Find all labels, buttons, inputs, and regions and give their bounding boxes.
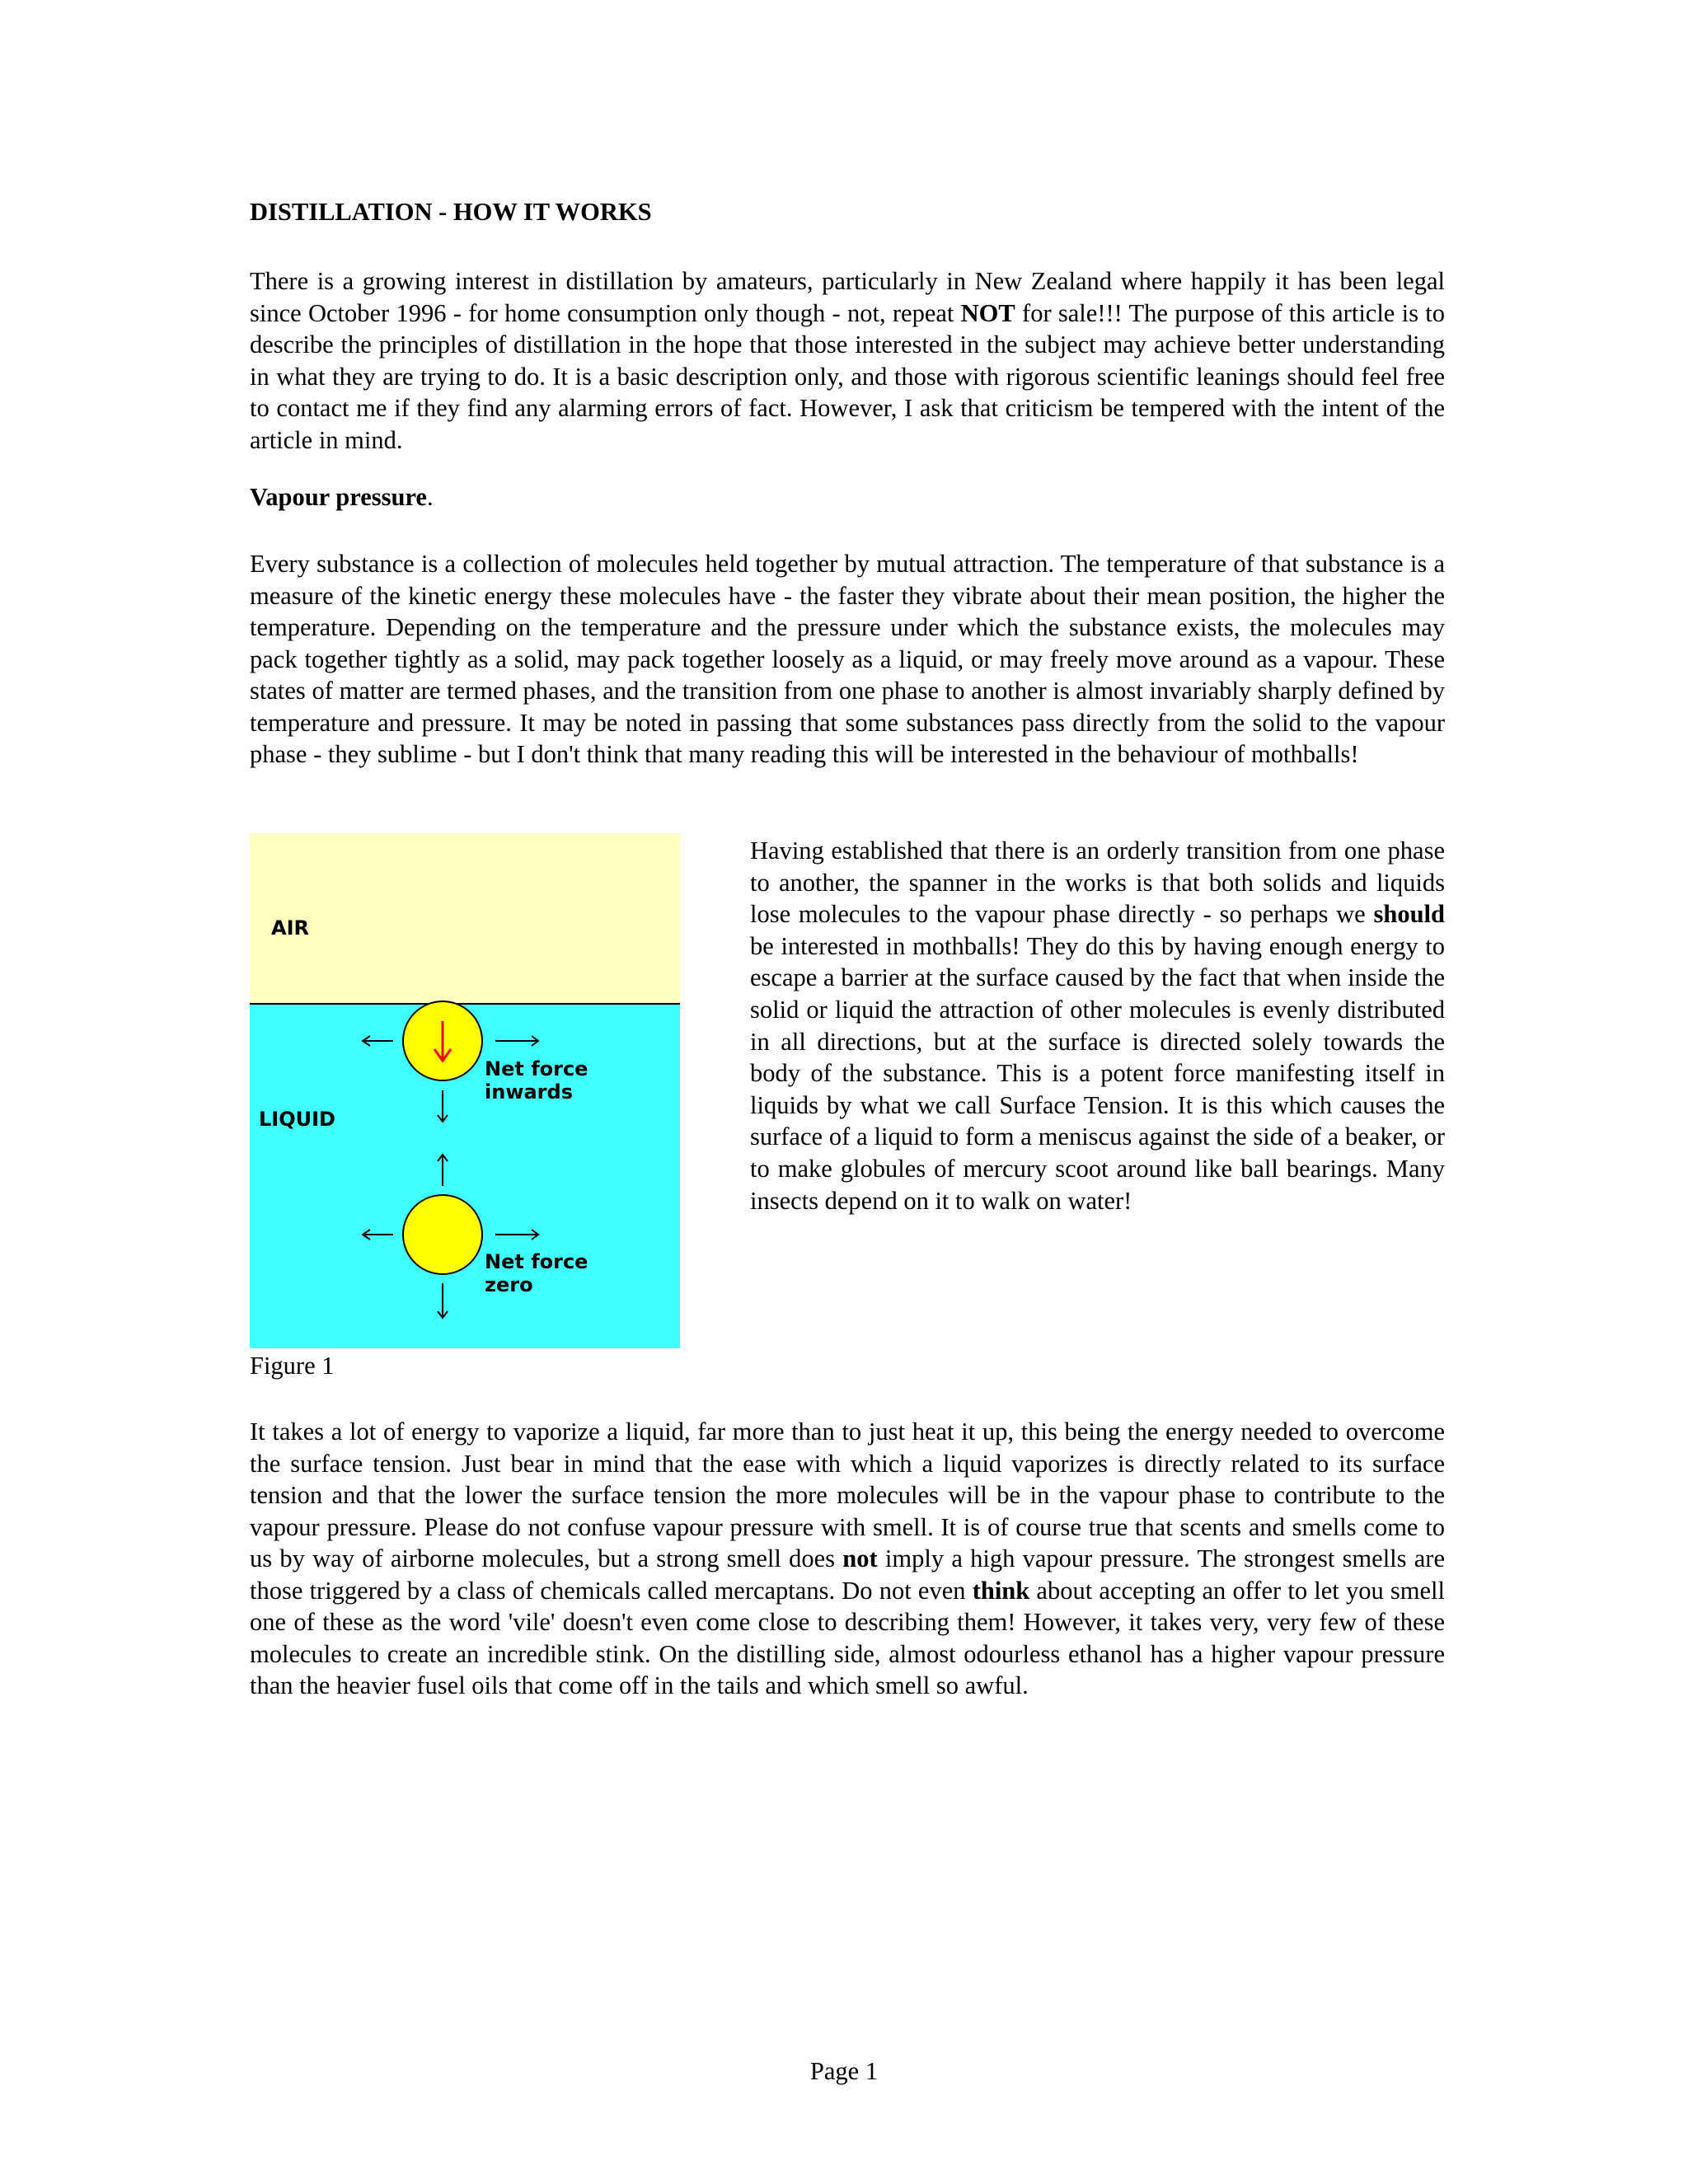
net-force-inwards-line2: inwards [485, 1080, 573, 1104]
vapour-pressure-heading [250, 483, 434, 512]
vaporize-emphasis-think: think [972, 1576, 1030, 1605]
intro-text-2: for sale!!! The purpose of this article is to describe the principles of distillation in the hope that those interested in the subject may achieve better understanding in what they are trying to do. It is a basic description only, and those with rigorous scientific leanings should feel free to contact me if they find any alarming errors of fact. However, I ask that criticism be tempered with the intent of the article in mind. [250, 298, 1445, 454]
air-region [250, 833, 680, 1004]
figure-caption: Figure 1 [250, 1352, 335, 1380]
vaporize-text-3: about accepting an offer to let you smell one of these as the word 'vile' doesn't even come close to describing them! However, it takes very, very few of these molecules to create an incredible stink. On the distilling side, almost odourless ethanol has a higher vapour pressure than the heavier fusel oils that come off in the tails and which smell so awful. [250, 1576, 1445, 1699]
vaporize-text-2: imply a high vapour pressure. The strongest smells are those triggered by a class of chemicals called mercaptans. Do not even [250, 1544, 1445, 1605]
surface-emphasis-should: should [1373, 900, 1445, 929]
vapour-heading-period: . [426, 483, 434, 511]
intro-emphasis-not: NOT [960, 298, 1015, 327]
vaporize-emphasis-not: not [842, 1544, 878, 1572]
air-label: AIR [271, 916, 309, 940]
net-force-zero-line2: zero [485, 1273, 533, 1296]
molecules-paragraph: Every substance is a collection of molecules held together by mutual attraction. The temperature of that substance is a measure of the kinetic energy these molecules have - the faster they vibrate about their mean position, the higher the temperature. Depending on the temperature and the pressure under which the substance exists, the molecules may pack together tightly as a solid, may pack together loosely as a liquid, or may freely move around as a vapour. These states of matter are termed phases, and the transition from one phase to another is almost invariably sharply defined by temperature and pressure. It may be noted in passing that some substances pass directly from the solid to the vapour phase - they sublime - but I don't think that many reading this will be interested in the behaviour of mothballs! [250, 550, 1445, 768]
page-number: Page 1 [809, 2057, 879, 2085]
surface-text-1: Having established that there is an orderly transition from one phase to another, the spanner in the works is that both solids and liquids lose molecules to the vapour phase directly - so perhaps we [750, 837, 1445, 929]
intro-text-1: There is a growing interest in distillation by amateurs, particularly in New Zealand where happily it has been legal since October 1996 - for home consumption only though - not, repeat [250, 267, 1445, 327]
bulk-molecule-circle [403, 1195, 482, 1274]
vaporize-paragraph [250, 1416, 1445, 1702]
net-force-zero-line1: Net force [485, 1250, 588, 1273]
vaporize-text-1: It takes a lot of energy to vaporize a liquid, far more than to just heat it up, this being the energy needed to overcome the surface tension. Just bear in mind that the ease with which a liquid vaporizes is directly related to its surface tension and that the lower the surface tension the more molecules will be in the vapour phase to contribute to the vapour pressure. Please do not confuse vapour pressure with smell. It is of course true that scents and smells come to us by way of airborne molecules, but a strong smell does [250, 1418, 1445, 1572]
surface-text-2: be interested in mothballs! They do this by having enough energy to escape a barrier at the surface caused by the fact that when inside the solid or liquid the attraction of other molecules is evenly distributed in all directions, but at the surface is directed solely towards the body of the substance. This is a potent force manifesting itself in liquids by what we call Surface Tension. It is this which causes the surface of a liquid to form a meniscus against the side of a beaker, or to make globules of mercury scoot around like ball bearings. Many insects depend on it to walk on water! [750, 931, 1445, 1215]
net-force-inwards-line1: Net force [485, 1057, 588, 1080]
intro-paragraph [250, 265, 1445, 456]
vapour-heading-text: Vapour pressure [250, 483, 427, 511]
surface-tension-paragraph [750, 835, 1445, 1216]
document-title: DISTILLATION - HOW IT WORKS [250, 198, 652, 226]
liquid-label: LIQUID [259, 1108, 335, 1131]
surface-tension-figure [250, 833, 680, 1348]
